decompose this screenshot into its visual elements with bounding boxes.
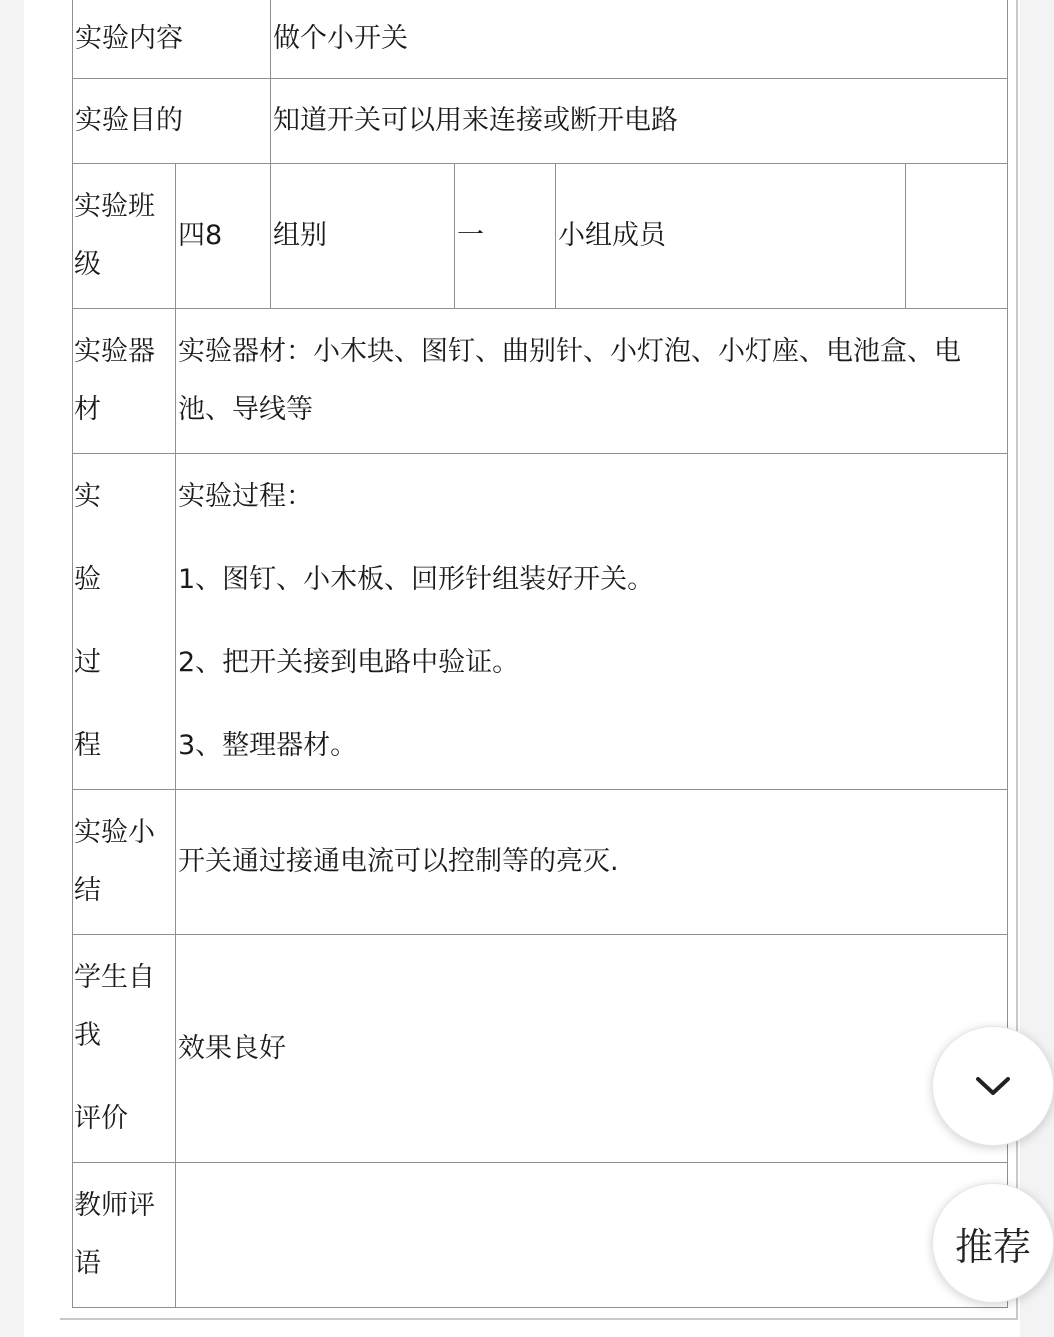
members-value [906, 164, 1008, 309]
purpose-value: 知道开关可以用来连接或断开电路 [271, 79, 1008, 164]
members-label: 小组成员 [556, 164, 906, 309]
self-eval-label-top: 学生自我 [74, 962, 155, 1051]
row-content [73, 0, 1008, 79]
teacher-label: 教师评语 [73, 1163, 176, 1308]
group-label: 组别 [271, 164, 455, 309]
recommend-button[interactable] [932, 1183, 1054, 1303]
recommend-label: 推荐 [954, 1224, 1031, 1269]
self-eval-label-bottom: 评价 [74, 1103, 128, 1134]
process-step: 1、图钉、小木板、回形针组装好开关。 [178, 564, 655, 595]
content-label: 实验内容 [73, 0, 271, 79]
chevron-down-icon [974, 1074, 1012, 1098]
process-step: 3、整理器材。 [178, 730, 358, 761]
process-label-char: 程 [74, 730, 101, 761]
class-label: 实验班级 [73, 164, 176, 309]
self-eval-label [73, 935, 176, 1163]
equipment-label: 实验器材 [73, 309, 176, 454]
equipment-value: 实验器材：小木块、图钉、曲别针、小灯泡、小灯座、电池盒、电池、导线等 [176, 309, 1008, 454]
process-label [73, 454, 176, 790]
row-summary [73, 790, 1008, 935]
process-label-char: 实 [74, 481, 101, 512]
class-value: 四8 [176, 164, 271, 309]
row-self-eval [73, 935, 1008, 1163]
experiment-report-table [72, 0, 1008, 1308]
content-value: 做个小开关 [271, 0, 1008, 79]
teacher-value [176, 1163, 1008, 1308]
row-teacher [73, 1163, 1008, 1308]
scroll-down-button[interactable] [932, 1026, 1054, 1146]
process-value [176, 454, 1008, 790]
row-equipment [73, 309, 1008, 454]
group-value: 一 [455, 164, 556, 309]
self-eval-value: 效果良好 [176, 935, 1008, 1163]
purpose-label: 实验目的 [73, 79, 271, 164]
process-step: 2、把开关接到电路中验证。 [178, 647, 520, 678]
process-label-char: 验 [74, 564, 101, 595]
summary-label: 实验小结 [73, 790, 176, 935]
process-label-char: 过 [74, 647, 101, 678]
process-heading: 实验过程： [178, 481, 313, 512]
row-purpose [73, 79, 1008, 164]
summary-value: 开关通过接通电流可以控制等的亮灭. [176, 790, 1008, 935]
row-process [73, 454, 1008, 790]
row-class [73, 164, 1008, 309]
